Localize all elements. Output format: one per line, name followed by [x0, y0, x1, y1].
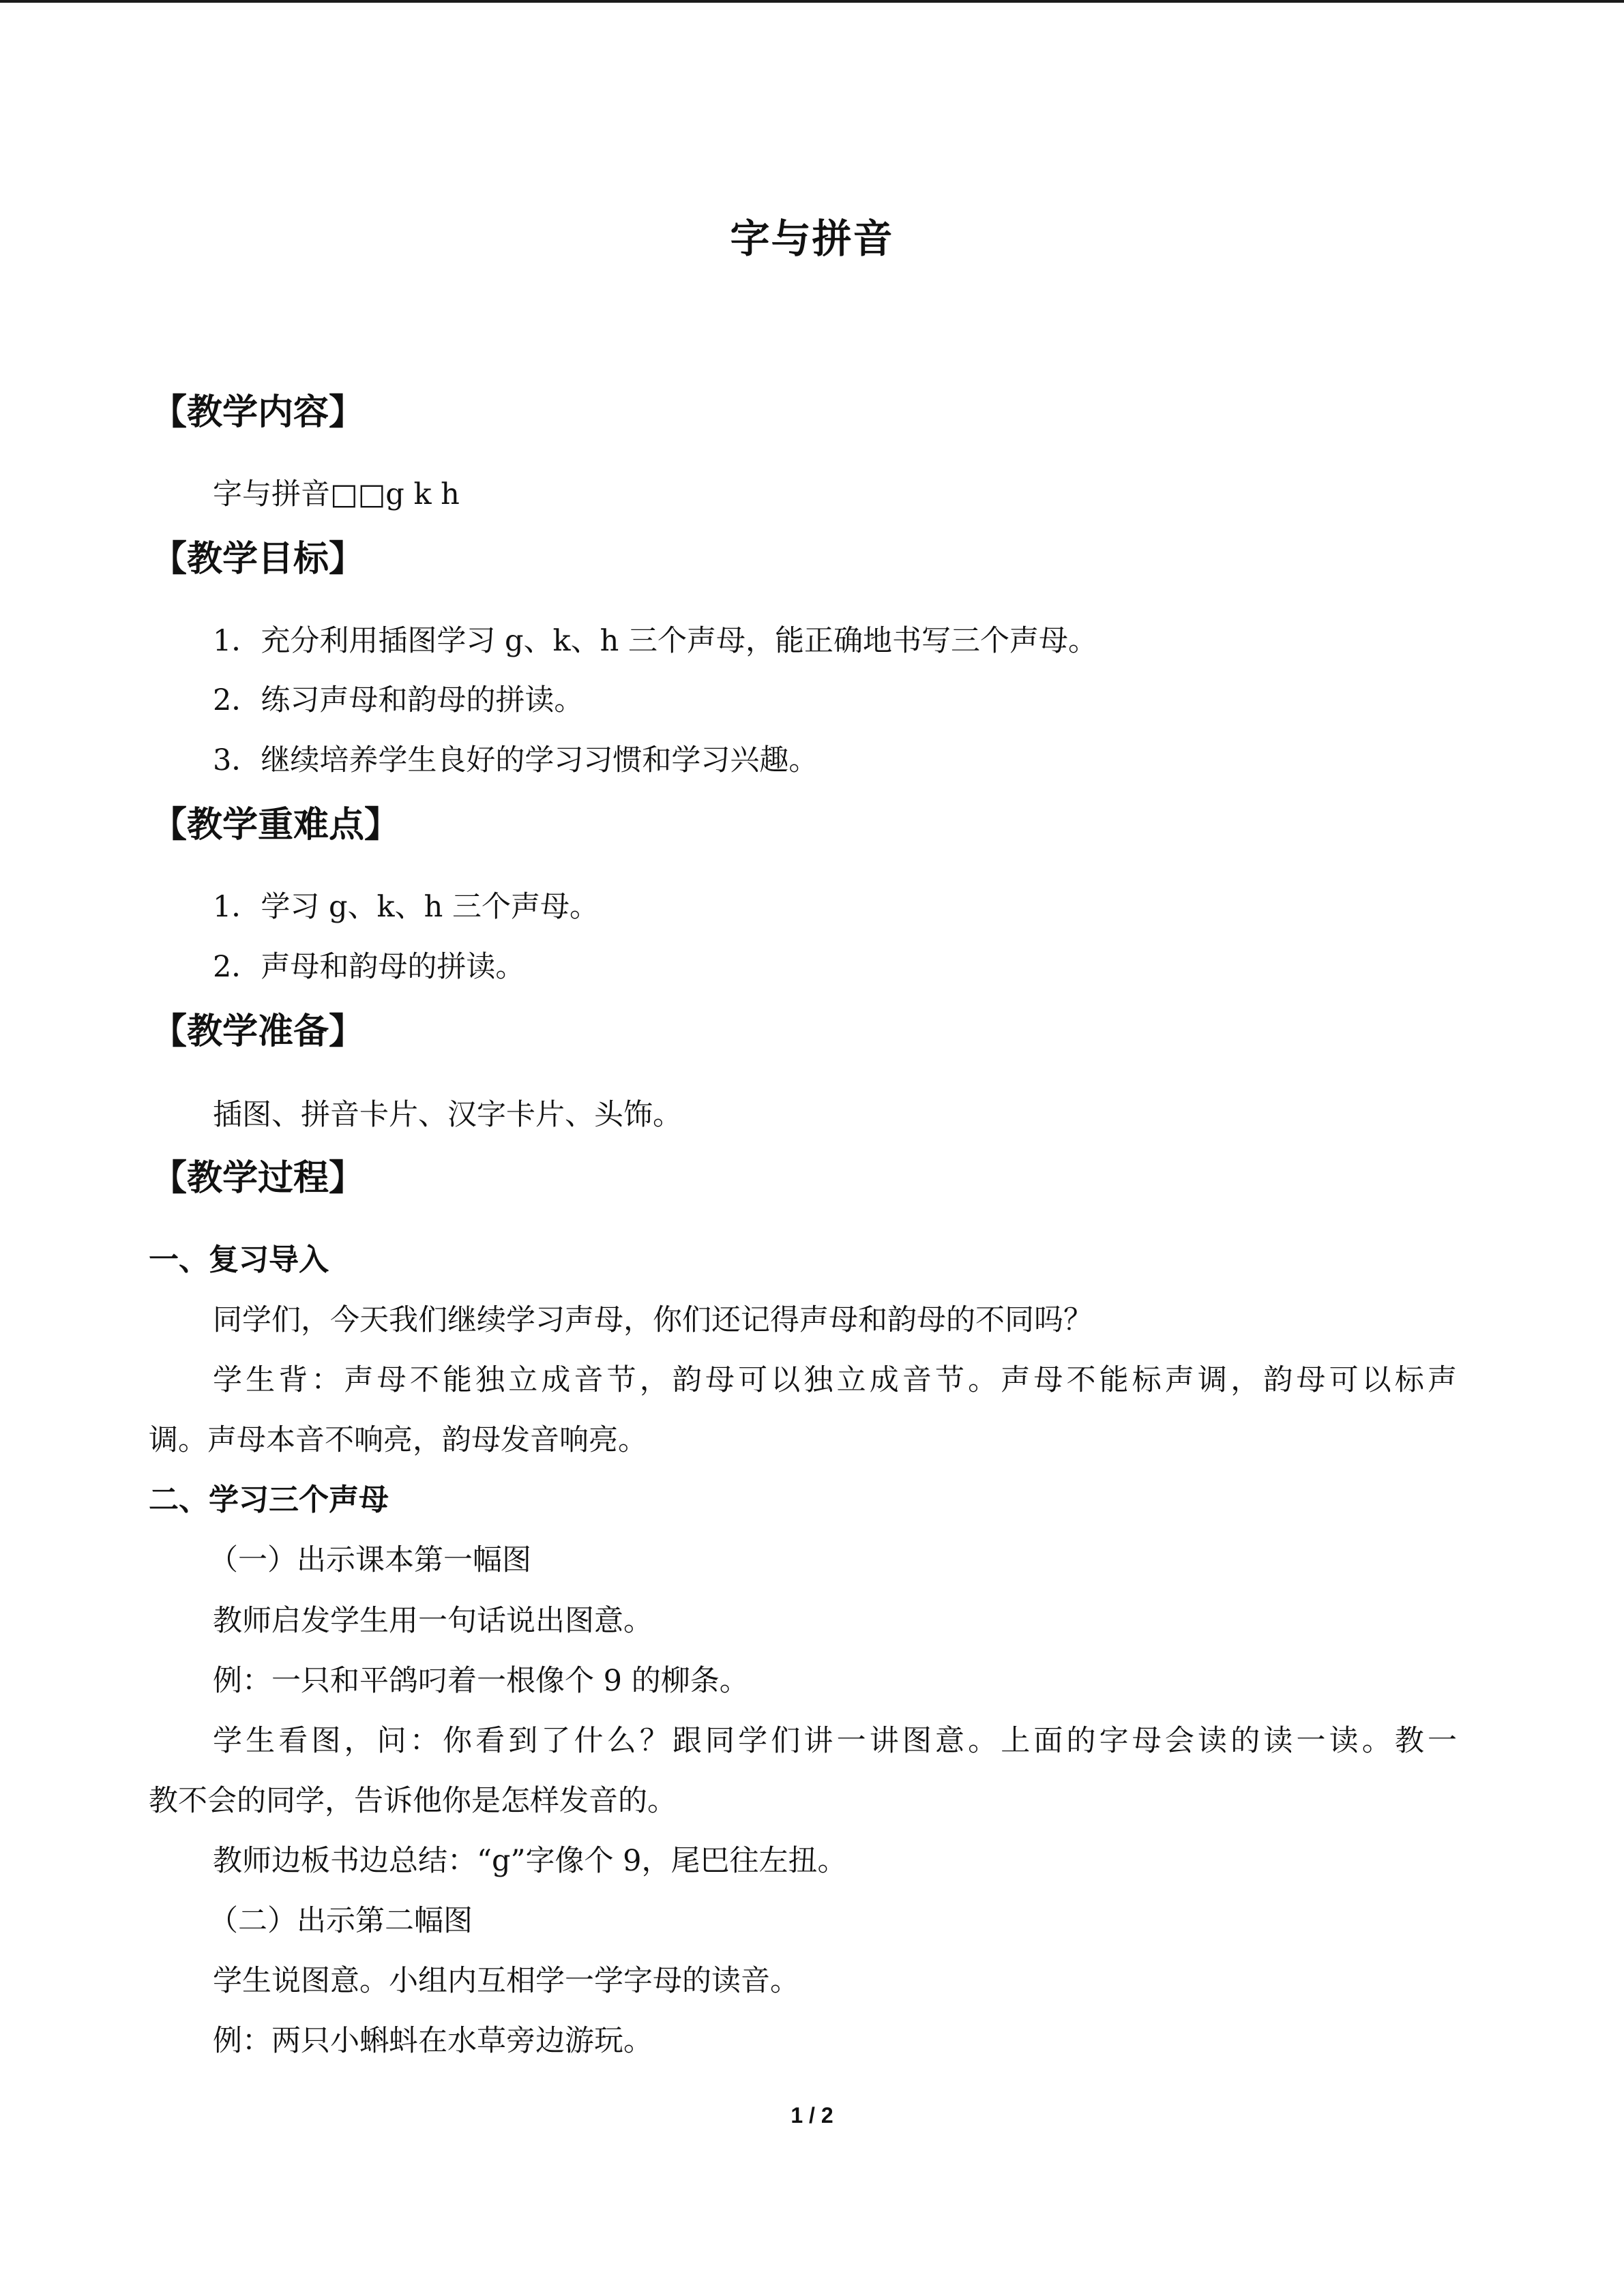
section-heading-content: 【教学内容】 [151, 392, 365, 433]
key-point-item-1: 1．学习 g、k、h 三个声母。 [213, 890, 599, 924]
goal-item-3: 3．继续培养学生良好的学习习惯和学习兴趣。 [213, 743, 818, 777]
process-part2-heading: 二、学习三个声母 [149, 1482, 389, 1517]
process-part2-line-3: 例：一只和平鸽叼着一根像个 9 的柳条。 [213, 1664, 749, 1698]
process-part2-line-5: 教不会的同学，告诉他你是怎样发音的。 [149, 1784, 677, 1818]
process-part2-line-6: 教师边板书边总结：“g”字像个 9，尾巴往左扭。 [213, 1844, 847, 1878]
goal-item-1: 1．充分利用插图学习 g、k、h 三个声母，能正确地书写三个声母。 [213, 624, 1097, 658]
process-part1-line-3: 调。声母本音不响亮，韵母发音响亮。 [149, 1423, 647, 1457]
process-part2-line-7: （二）出示第二幅图 [209, 1904, 473, 1938]
section-heading-goals: 【教学目标】 [151, 539, 365, 580]
page-title: 字与拼音 [730, 215, 894, 262]
section-heading-key-points: 【教学重难点】 [151, 805, 400, 846]
process-part1-line-1: 同学们，今天我们继续学习声母，你们还记得声母和韵母的不同吗？ [213, 1303, 1093, 1337]
process-part2-line-4: 学生看图，问：你看到了什么？跟同学们讲一讲图意。上面的字母会读的读一读。教一 [213, 1724, 1457, 1758]
process-part2-line-8: 学生说图意。小组内互相学一学字母的读音。 [213, 1964, 799, 1998]
key-point-item-2: 2．声母和韵母的拼读。 [213, 950, 525, 984]
process-part2-line-9: 例：两只小蝌蚪在水草旁边游玩。 [213, 2024, 653, 2058]
goal-item-2: 2．练习声母和韵母的拼读。 [213, 683, 584, 717]
section-heading-process: 【教学过程】 [151, 1158, 365, 1199]
process-part2-line-2: 教师启发学生用一句话说出图意。 [213, 1604, 653, 1638]
process-part1-line-2: 学生背：声母不能独立成音节，韵母可以独立成音节。声母不能标声调，韵母可以标声 [213, 1363, 1457, 1397]
process-part2-line-1: （一）出示课本第一幅图 [209, 1543, 531, 1577]
page-number: 1 / 2 [791, 2103, 833, 2128]
process-part1-heading: 一、复习导入 [149, 1242, 329, 1277]
content-line: 字与拼音□□g k h [213, 477, 460, 511]
section-heading-preparation: 【教学准备】 [151, 1011, 365, 1052]
preparation-line: 插图、拼音卡片、汉字卡片、头饰。 [213, 1098, 682, 1132]
